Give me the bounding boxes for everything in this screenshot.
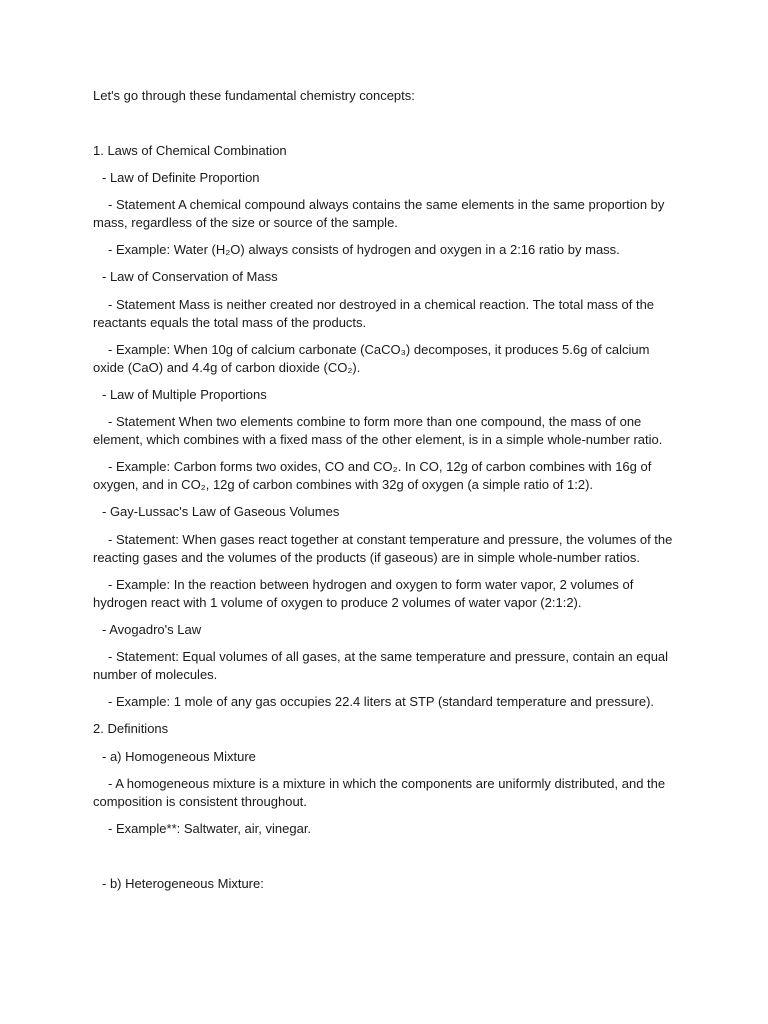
- section-2-title: 2. Definitions: [93, 721, 169, 736]
- law-conservation-example: - Example: When 10g of calcium carbonate (CaCO₃) decomposes, it produces 5.6g of calcium oxide (CaO) and 4.4g of carbon dioxide (CO₂).: [93, 342, 650, 375]
- homogeneous-example: - Example**: Saltwater, air, vinegar.: [108, 821, 312, 836]
- section-1-title: 1. Laws of Chemical Combination: [93, 143, 287, 158]
- law-conservation-heading: - Law of Conservation of Mass: [102, 269, 278, 284]
- law-avogadro-example: - Example: 1 mole of any gas occupies 22.4 liters at STP (standard temperature and pressure).: [108, 694, 655, 709]
- law-multiple-example: - Example: Carbon forms two oxides, CO and CO₂. In CO, 12g of carbon combines with 16g of oxygen, and in CO₂, 12g of carbon combines with 32g of oxygen (a simple ratio of 1:2).: [93, 459, 652, 492]
- law-gay-lussac-statement: - Statement: When gases react together at constant temperature and pressure, the volumes of the reacting gases and the volumes of the products (if gaseous) are in simple whole-number ratios.: [93, 532, 673, 565]
- law-definite-example: - Example: Water (H₂O) always consists of hydrogen and oxygen in a 2:16 ratio by mass.: [108, 242, 620, 257]
- homogeneous-heading: - a) Homogeneous Mixture: [102, 749, 256, 764]
- law-multiple-heading: - Law of Multiple Proportions: [102, 387, 267, 402]
- law-gay-lussac-heading: - Gay-Lussac's Law of Gaseous Volumes: [102, 504, 340, 519]
- law-avogadro-heading: - Avogadro's Law: [102, 622, 202, 637]
- law-avogadro-statement: - Statement: Equal volumes of all gases, at the same temperature and pressure, contain an equal number of molecules.: [93, 649, 669, 682]
- law-multiple-statement: - Statement When two elements combine to form more than one compound, the mass of one element, which combines with a fixed mass of the other element, is in a simple whole-number ratio.: [93, 414, 663, 447]
- law-definite-statement: - Statement A chemical compound always contains the same elements in the same proportion by mass, regardless of the size or source of the sample.: [93, 197, 665, 230]
- law-conservation-statement: - Statement Mass is neither created nor destroyed in a chemical reaction. The total mass of the reactants equals the total mass of the products.: [93, 297, 655, 330]
- homogeneous-definition: - A homogeneous mixture is a mixture in which the components are uniformly distributed, and the composition is consistent throughout.: [93, 776, 666, 809]
- heterogeneous-heading: - b) Heterogeneous Mixture:: [102, 876, 264, 891]
- law-definite-heading: - Law of Definite Proportion: [102, 170, 260, 185]
- intro-text: Let's go through these fundamental chemistry concepts:: [93, 88, 415, 103]
- law-gay-lussac-example: - Example: In the reaction between hydrogen and oxygen to form water vapor, 2 volumes of hydrogen react with 1 volume of oxygen to produce 2 volumes of water vapor (2:1:2).: [93, 577, 634, 610]
